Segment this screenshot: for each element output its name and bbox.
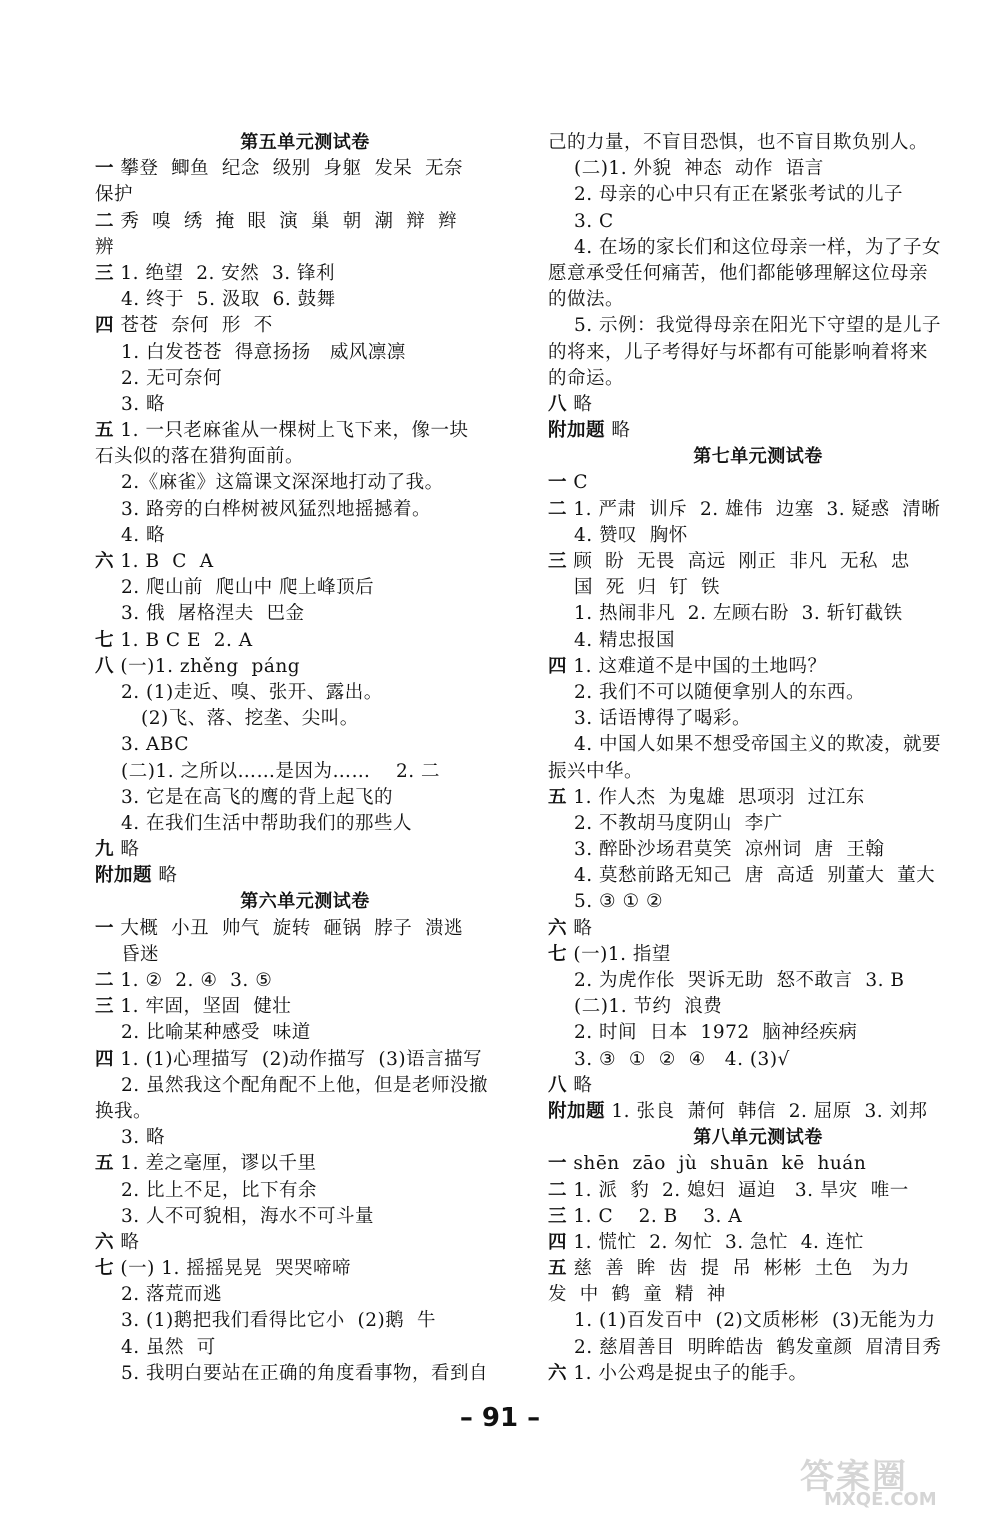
answer-line bbox=[95, 313, 515, 339]
question-number: 三 bbox=[548, 1205, 568, 1227]
answer-text: (2)飞、落、挖垄、尖叫。 bbox=[141, 708, 359, 730]
answer-line bbox=[548, 1151, 968, 1177]
question-number: 三 bbox=[95, 996, 115, 1018]
answer-line bbox=[548, 1204, 968, 1230]
answer-line bbox=[548, 1282, 968, 1308]
answer-line bbox=[95, 759, 515, 785]
answer-text: 辨 bbox=[95, 236, 115, 258]
section-title bbox=[548, 1125, 968, 1151]
question-number: 八 bbox=[548, 1074, 568, 1096]
answer-text: 1. B C A bbox=[120, 551, 214, 572]
question-number: 二 bbox=[548, 1179, 568, 1201]
answer-text: 2. 比喻某种感受 味道 bbox=[121, 1022, 311, 1044]
answer-line bbox=[548, 654, 968, 680]
answer-line bbox=[548, 889, 968, 915]
answer-line bbox=[548, 261, 968, 287]
answer-text: 3. 话语博得了喝彩。 bbox=[574, 708, 752, 730]
answer-line bbox=[95, 1256, 515, 1282]
answer-line bbox=[548, 1073, 968, 1099]
section-title bbox=[95, 889, 515, 915]
answer-line bbox=[548, 235, 968, 261]
answer-line bbox=[548, 182, 968, 208]
answer-line bbox=[95, 235, 515, 261]
answer-line bbox=[548, 392, 968, 418]
answer-text: 1. 白发苍苍 得意扬扬 威风凛凛 bbox=[121, 341, 406, 363]
answer-text: 秀 嗅 绣 掩 眼 演 巢 朝 潮 辩 辫 bbox=[120, 210, 458, 232]
answer-text: 大概 小丑 帅气 旋转 砸锅 脖子 溃逃 bbox=[120, 917, 463, 939]
answer-text: 的做法。 bbox=[548, 289, 625, 311]
answer-text: 3. (1)鹅把我们看得比它小 (2)鹅 牛 bbox=[121, 1310, 436, 1332]
answer-text: 1. B C E 2. A bbox=[120, 629, 253, 651]
answer-line bbox=[548, 575, 968, 601]
answer-line bbox=[548, 968, 968, 994]
answer-line bbox=[95, 470, 515, 496]
answer-line bbox=[95, 156, 515, 182]
question-number: 七 bbox=[548, 943, 568, 965]
question-number: 附加题 bbox=[548, 1100, 606, 1122]
answer-line bbox=[548, 523, 968, 549]
answer-line bbox=[95, 182, 515, 208]
answer-line bbox=[95, 942, 515, 968]
page-number: – 91 – bbox=[459, 1403, 541, 1433]
answer-line bbox=[95, 392, 515, 418]
answer-text: 国 死 归 钉 铁 bbox=[574, 577, 721, 599]
question-number: 一 bbox=[548, 1153, 568, 1175]
answer-text: 1. 作人杰 为鬼雄 思项羽 过江东 bbox=[573, 786, 865, 808]
section-title bbox=[548, 444, 968, 470]
answer-text: 3. 俄 屠格涅夫 巴金 bbox=[121, 603, 305, 625]
answer-text: 1. 派 豹 2. 媳妇 逼迫 3. 旱灾 唯一 bbox=[573, 1179, 909, 1201]
answer-text: 略 bbox=[120, 1231, 140, 1253]
answer-text: 1. 差之毫厘，谬以千里 bbox=[120, 1153, 317, 1175]
answer-text: 4. 虽然 可 bbox=[121, 1336, 216, 1358]
answer-text: 1. (1)心理描写 (2)动作描写 (3)语言描写 bbox=[120, 1048, 483, 1070]
answer-line bbox=[548, 1230, 968, 1256]
answer-line bbox=[95, 811, 515, 837]
answer-text: 略 bbox=[573, 1074, 593, 1096]
answer-text: 3. 路旁的白桦树被风猛烈地摇撼着。 bbox=[121, 498, 432, 520]
answer-text: 1. 这难道不是中国的土地吗？ bbox=[573, 655, 827, 677]
answer-line bbox=[548, 130, 968, 156]
answer-line bbox=[95, 444, 515, 470]
watermark-logo bbox=[800, 1445, 990, 1510]
answer-line bbox=[95, 1151, 515, 1177]
question-number: 九 bbox=[95, 839, 115, 861]
watermark-text: 答案圈 bbox=[800, 1457, 908, 1497]
answer-line bbox=[95, 261, 515, 287]
answer-line bbox=[548, 785, 968, 811]
answer-line bbox=[548, 994, 968, 1020]
answer-text: 3. 略 bbox=[121, 1127, 166, 1149]
answer-line bbox=[95, 1073, 515, 1099]
question-number: 一 bbox=[95, 158, 115, 180]
question-number: 一 bbox=[548, 472, 568, 494]
answer-line bbox=[95, 994, 515, 1020]
question-number: 五 bbox=[548, 786, 568, 808]
answer-line bbox=[548, 628, 968, 654]
answer-line bbox=[95, 340, 515, 366]
answer-text: 1. 严肃 训斥 2. 雄伟 边塞 3. 疑惑 清晰 bbox=[573, 498, 941, 520]
answer-line bbox=[548, 680, 968, 706]
answer-text: 2. 我们不可以随便拿别人的东西。 bbox=[574, 681, 866, 703]
answer-text: 2. (1)走近、嗅、张开、露出。 bbox=[121, 681, 383, 703]
answer-text: 愿意承受任何痛苦，他们都能够理解这位母亲 bbox=[548, 262, 929, 284]
answer-line bbox=[548, 340, 968, 366]
answer-line bbox=[548, 863, 968, 889]
answer-text: 1. 牢固，坚固 健壮 bbox=[120, 996, 292, 1018]
answer-line bbox=[548, 916, 968, 942]
answer-line bbox=[95, 654, 515, 680]
question-number: 六 bbox=[95, 551, 115, 572]
answer-text: 2. 时间 日本 1972 脑神经疾病 bbox=[574, 1022, 858, 1044]
answer-line bbox=[95, 601, 515, 627]
answer-line bbox=[95, 1047, 515, 1073]
answer-text: 2. 慈眉善目 明眸皓齿 鹤发童颜 眉清目秀 bbox=[574, 1336, 942, 1358]
answer-text: 2. 爬山前 爬山中 爬上峰顶后 bbox=[121, 577, 375, 599]
answer-line bbox=[548, 837, 968, 863]
answer-text: 振兴中华。 bbox=[548, 760, 644, 782]
answer-line bbox=[548, 1256, 968, 1282]
answer-line bbox=[95, 209, 515, 235]
question-number: 八 bbox=[95, 655, 115, 677]
answer-line bbox=[548, 1308, 968, 1334]
answer-text: 略 bbox=[120, 839, 140, 861]
answer-line bbox=[95, 1282, 515, 1308]
answer-line bbox=[95, 863, 515, 889]
answer-line bbox=[548, 1047, 968, 1073]
answer-text: 1. ② 2. ④ 3. ⑤ bbox=[120, 970, 273, 991]
answer-text: 1. (1)百发百中 (2)文质彬彬 (3)无能为力 bbox=[574, 1310, 936, 1332]
answer-text: (二)1. 外貌 神态 动作 语言 bbox=[574, 158, 824, 180]
answer-line bbox=[548, 366, 968, 392]
answer-text: 2. 无可奈何 bbox=[121, 367, 223, 389]
answer-text: 的将来，儿子考得好与坏都有可能影响着将来 bbox=[548, 341, 929, 363]
answer-text: 3. 醉卧沙场君莫笑 凉州词 唐 王翰 bbox=[574, 839, 885, 861]
answer-text: C bbox=[573, 472, 589, 494]
answer-text: 3. 它是在高飞的鹰的背上起飞的 bbox=[121, 786, 394, 808]
answer-text: 发 中 鹤 童 精 神 bbox=[548, 1284, 726, 1306]
question-number: 二 bbox=[95, 970, 115, 991]
answer-line bbox=[95, 418, 515, 444]
answer-text: (一) 1. 摇摇晃晃 哭哭啼啼 bbox=[120, 1258, 352, 1280]
answer-text: 2. 母亲的心中只有正在紧张考试的儿子 bbox=[574, 184, 904, 206]
left-column bbox=[95, 130, 515, 1387]
answer-line bbox=[95, 628, 515, 654]
question-number: 四 bbox=[548, 1231, 568, 1253]
answer-text: 慈 善 眸 齿 提 吊 彬彬 土色 为力 bbox=[573, 1258, 910, 1280]
answer-line bbox=[548, 549, 968, 575]
answer-text: 攀登 鲫鱼 纪念 级别 身躯 发呆 无奈 bbox=[120, 158, 463, 180]
answer-text: 1. 绝望 2. 安然 3. 锋利 bbox=[120, 262, 336, 284]
answer-line bbox=[548, 313, 968, 339]
answer-text: 第六单元测试卷 bbox=[240, 891, 370, 913]
answer-line bbox=[95, 732, 515, 758]
question-number: 四 bbox=[95, 315, 115, 337]
answer-text: 1. 一只老麻雀从一棵树上飞下来，像一块 bbox=[120, 420, 469, 442]
answer-text: 1. 热闹非凡 2. 左顾右盼 3. 斩钉截铁 bbox=[574, 603, 903, 625]
answer-line bbox=[95, 366, 515, 392]
answer-text: 4. 赞叹 胸怀 bbox=[574, 524, 688, 546]
answer-line bbox=[95, 785, 515, 811]
answer-line bbox=[95, 287, 515, 313]
answer-text: (一)1. 指望 bbox=[573, 943, 671, 965]
answer-line bbox=[548, 497, 968, 523]
question-number: 二 bbox=[95, 210, 115, 232]
answer-text: (一)1. zhěng páng bbox=[120, 655, 301, 677]
question-number: 六 bbox=[95, 1231, 115, 1253]
answer-line bbox=[95, 680, 515, 706]
question-number: 三 bbox=[548, 551, 568, 572]
answer-text: 4. 精忠报国 bbox=[574, 629, 676, 651]
answer-line bbox=[95, 575, 515, 601]
answer-text: 昏迷 bbox=[121, 943, 160, 965]
question-number: 四 bbox=[548, 655, 568, 677]
answer-text: 1. 小公鸡是捉虫子的能手。 bbox=[573, 1362, 808, 1384]
question-number: 七 bbox=[95, 1258, 115, 1280]
question-number: 一 bbox=[95, 917, 115, 939]
answer-text: 第八单元测试卷 bbox=[693, 1127, 823, 1149]
answer-text: 4. 终于 5. 汲取 6. 鼓舞 bbox=[121, 289, 336, 311]
answer-text: 5. 示例：我觉得母亲在阳光下守望的是儿子 bbox=[574, 315, 942, 337]
answer-text: 3. 人不可貌相，海水不可斗量 bbox=[121, 1205, 375, 1227]
answer-line bbox=[548, 209, 968, 235]
answer-text: 3. 略 bbox=[121, 393, 166, 415]
answer-text: 4. 在我们生活中帮助我们的那些人 bbox=[121, 812, 413, 834]
answer-line bbox=[548, 1335, 968, 1361]
question-number: 五 bbox=[95, 1153, 115, 1175]
question-number: 附加题 bbox=[548, 420, 606, 442]
answer-text: 己的力量，不盲目恐惧，也不盲目欺负别人。 bbox=[548, 132, 929, 153]
answer-text: 5. ③ ① ② bbox=[574, 891, 664, 913]
answer-text: 略 bbox=[611, 420, 631, 442]
answer-line bbox=[548, 942, 968, 968]
answer-line bbox=[548, 759, 968, 785]
answer-text: 略 bbox=[573, 917, 593, 939]
answer-text: 4. 在场的家长们和这位母亲一样，为了子女 bbox=[574, 236, 942, 258]
answer-text: 2. 落荒而逃 bbox=[121, 1284, 223, 1306]
answer-line bbox=[95, 1230, 515, 1256]
answer-text: 顾 盼 无畏 高远 刚正 非凡 无私 忠 bbox=[573, 551, 910, 572]
answer-line bbox=[95, 968, 515, 994]
right-column bbox=[548, 130, 968, 1387]
answer-text: 保护 bbox=[95, 184, 134, 206]
answer-line bbox=[548, 1020, 968, 1046]
question-number: 四 bbox=[95, 1048, 115, 1070]
answer-line bbox=[95, 549, 515, 575]
answer-text: 2.《麻雀》这篇课文深深地打动了我。 bbox=[121, 472, 444, 494]
answer-text: shēn zāo jù shuān kē huán bbox=[573, 1153, 867, 1175]
answer-text: 1. C 2. B 3. A bbox=[573, 1205, 743, 1227]
answer-line bbox=[548, 418, 968, 444]
answer-text: 第七单元测试卷 bbox=[693, 446, 823, 468]
answer-text: 4. 中国人如果不想受帝国主义的欺凌，就要 bbox=[574, 734, 942, 756]
answer-text: 3. C bbox=[574, 210, 614, 232]
answer-line bbox=[95, 1099, 515, 1125]
section-title bbox=[95, 130, 515, 156]
answer-line bbox=[95, 706, 515, 732]
question-number: 附加题 bbox=[95, 865, 153, 887]
answer-text: 苍苍 奈何 形 不 bbox=[120, 315, 273, 337]
question-number: 六 bbox=[548, 1362, 568, 1384]
answer-text: 略 bbox=[573, 393, 593, 415]
answer-text: 换我。 bbox=[95, 1100, 153, 1122]
answer-text: 2. 比上不足，比下有余 bbox=[121, 1179, 318, 1201]
answer-line bbox=[95, 523, 515, 549]
answer-line bbox=[548, 470, 968, 496]
answer-line bbox=[95, 1308, 515, 1334]
answer-line bbox=[548, 706, 968, 732]
answer-text: 略 bbox=[158, 865, 178, 887]
answer-line bbox=[95, 1335, 515, 1361]
answer-line bbox=[548, 601, 968, 627]
answer-line bbox=[95, 1020, 515, 1046]
question-number: 三 bbox=[95, 262, 115, 284]
answer-line bbox=[95, 1178, 515, 1204]
answer-line bbox=[95, 497, 515, 523]
answer-line bbox=[95, 1361, 515, 1387]
answer-text: 3. ABC bbox=[121, 734, 189, 756]
answer-line bbox=[95, 1125, 515, 1151]
answer-line bbox=[548, 732, 968, 758]
answer-text: 的命运。 bbox=[548, 367, 625, 389]
watermark-url: MXQE.COM bbox=[824, 1489, 937, 1510]
answer-line bbox=[548, 156, 968, 182]
answer-line bbox=[95, 916, 515, 942]
question-number: 六 bbox=[548, 917, 568, 939]
answer-text: 1. 慌忙 2. 匆忙 3. 急忙 4. 连忙 bbox=[573, 1231, 864, 1253]
answer-text: 5. 我明白要站在正确的角度看事物，看到自 bbox=[121, 1362, 489, 1384]
answer-text: 3. ③ ① ② ④ 4. (3)√ bbox=[574, 1048, 790, 1070]
question-number: 八 bbox=[548, 393, 568, 415]
answer-text: 2. 不教胡马度阴山 李广 bbox=[574, 812, 783, 834]
answer-line bbox=[548, 811, 968, 837]
answer-line bbox=[95, 1204, 515, 1230]
answer-text: 4. 莫愁前路无知己 唐 高适 别董大 董大 bbox=[574, 865, 936, 887]
answer-text: 石头似的落在猎狗面前。 bbox=[95, 446, 305, 468]
question-number: 七 bbox=[95, 629, 115, 651]
answer-line bbox=[548, 1361, 968, 1387]
answer-text: 2. 虽然我这个配角配不上他，但是老师没撤 bbox=[121, 1074, 489, 1096]
answer-text: 4. 略 bbox=[121, 524, 166, 546]
question-number: 五 bbox=[95, 420, 115, 442]
answer-line bbox=[95, 837, 515, 863]
answer-text: 1. 张良 萧何 韩信 2. 屈原 3. 刘邦 bbox=[611, 1100, 928, 1122]
answer-text: 2. 为虎作伥 哭诉无助 怒不敢言 3. B bbox=[574, 970, 905, 991]
answer-text: 第五单元测试卷 bbox=[240, 132, 370, 153]
question-number: 五 bbox=[548, 1258, 568, 1280]
answer-line bbox=[548, 287, 968, 313]
question-number: 二 bbox=[548, 498, 568, 520]
answer-text: (二)1. 节约 浪费 bbox=[574, 996, 723, 1018]
answer-line bbox=[548, 1099, 968, 1125]
answer-line bbox=[548, 1178, 968, 1204]
answer-text: (二)1. 之所以……是因为…… 2. 二 bbox=[121, 760, 441, 782]
